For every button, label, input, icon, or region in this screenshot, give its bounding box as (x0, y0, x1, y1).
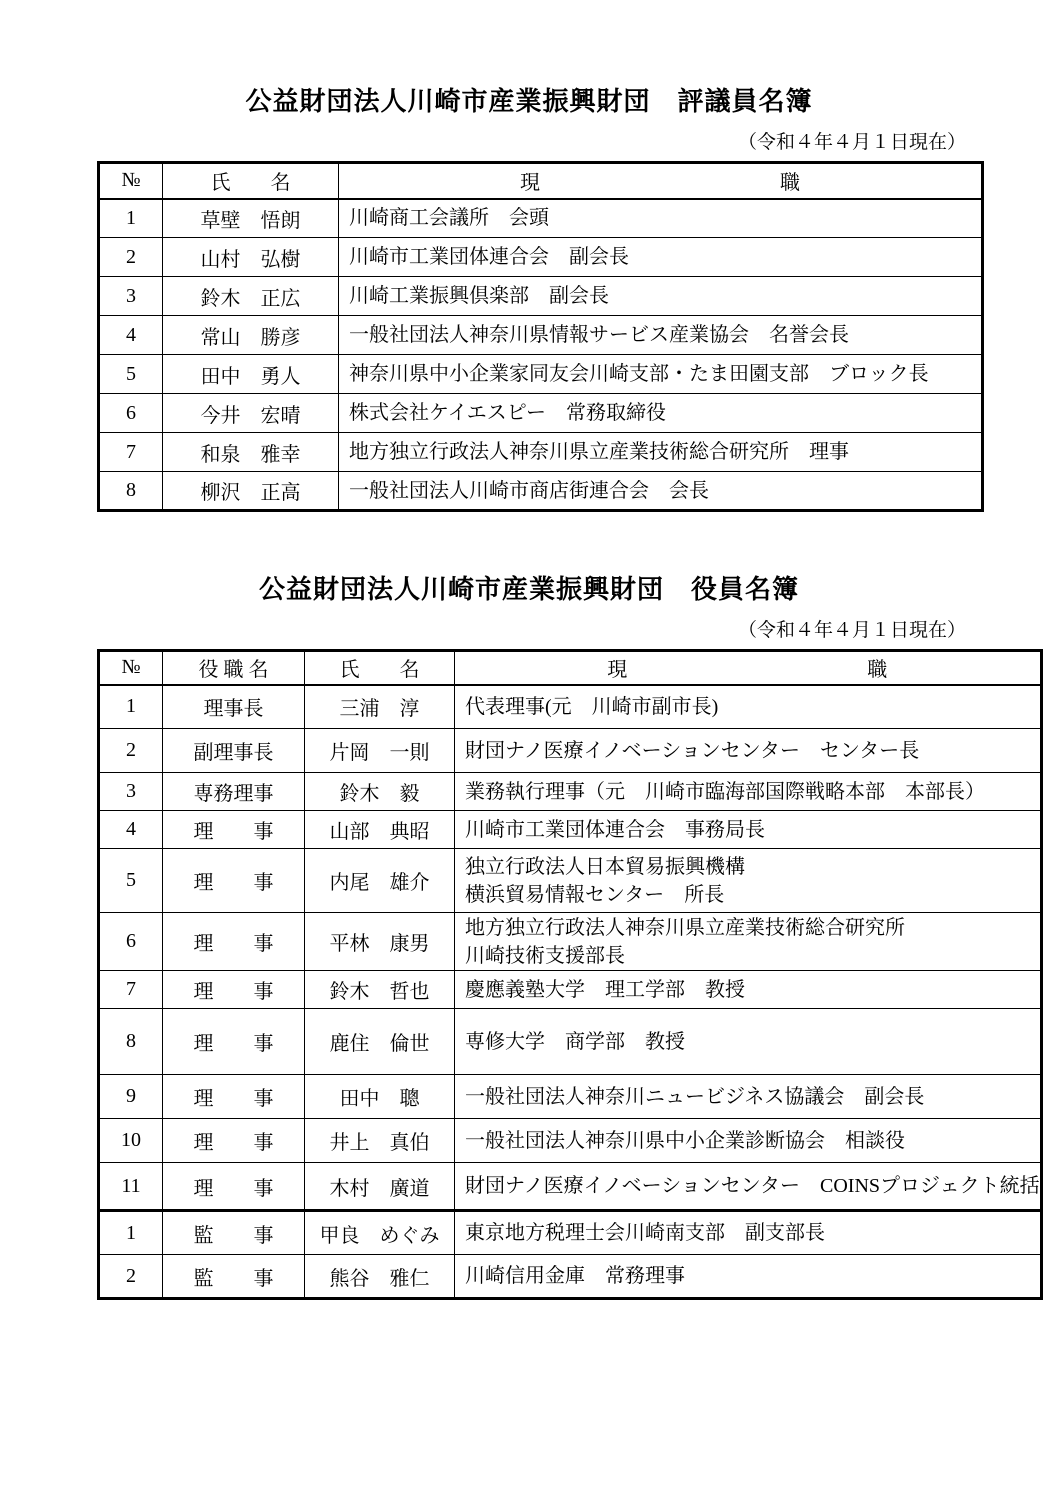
header-no: № (99, 163, 163, 199)
cell-position: 慶應義塾大学 理工学部 教授 (455, 971, 1042, 1009)
cell-position: 独立行政法人日本貿易振興機構 横浜貿易情報センター 所長 (455, 849, 1042, 913)
table-row (99, 1009, 1042, 1075)
councilors-date-note: （令和４年４月１日現在） (737, 132, 966, 153)
table-row (99, 773, 1042, 811)
cell-role: 理 事 (163, 1163, 305, 1211)
cell-no: 11 (99, 1163, 163, 1211)
councilors-title: 公益財団法人川崎市産業振興財団 評議員名簿 (245, 87, 813, 117)
header-position: 現 職 (339, 163, 983, 199)
officers-date-note: （令和４年４月１日現在） (737, 620, 966, 641)
header-position: 現 職 (455, 651, 1042, 685)
cell-name: 田中 勇人 (163, 355, 339, 394)
table-row (99, 1163, 1042, 1211)
cell-position: 財団ナノ医療イノベーションセンター センター長 (455, 729, 1042, 773)
table-row (99, 1075, 1042, 1119)
officers-title: 公益財団法人川崎市産業振興財団 役員名簿 (258, 575, 799, 605)
cell-name: 井上 真伯 (305, 1119, 455, 1163)
cell-no: 6 (99, 394, 163, 433)
cell-name: 熊谷 雅仁 (305, 1255, 455, 1299)
cell-name: 平林 康男 (305, 913, 455, 971)
cell-name: 常山 勝彦 (163, 316, 339, 355)
cell-role: 理事長 (163, 685, 305, 729)
cell-no: 8 (99, 472, 163, 511)
table-row (99, 433, 983, 472)
cell-name: 鹿住 倫世 (305, 1009, 455, 1075)
officers-table-body (99, 685, 1042, 1299)
cell-role: 専務理事 (163, 773, 305, 811)
cell-position: 地方独立行政法人神奈川県立産業技術総合研究所 理事 (339, 433, 983, 472)
cell-no: 6 (99, 913, 163, 971)
cell-position: 一般社団法人神奈川ニュービジネス協議会 副会長 (455, 1075, 1042, 1119)
councilors-header-row (99, 163, 983, 199)
cell-role: 理 事 (163, 1119, 305, 1163)
table-row (99, 1255, 1042, 1299)
cell-position: 業務執行理事（元 川崎市臨海部国際戦略本部 本部長） (455, 773, 1042, 811)
cell-position: 一般社団法人神奈川県情報サービス産業協会 名誉会長 (339, 316, 983, 355)
cell-position: 東京地方税理士会川崎南支部 副支部長 (455, 1211, 1042, 1255)
cell-name: 和泉 雅幸 (163, 433, 339, 472)
cell-no: 10 (99, 1119, 163, 1163)
table-row (99, 1119, 1042, 1163)
cell-position: 地方独立行政法人神奈川県立産業技術総合研究所 川崎技術支援部長 (455, 913, 1042, 971)
table-row (99, 355, 983, 394)
cell-name: 柳沢 正高 (163, 472, 339, 511)
cell-name: 甲良 めぐみ (305, 1211, 455, 1255)
councilors-table-body (99, 199, 983, 511)
cell-no: 3 (99, 773, 163, 811)
councilors-table (97, 161, 984, 512)
cell-no: 1 (99, 685, 163, 729)
cell-no: 4 (99, 811, 163, 849)
cell-name: 鈴木 正広 (163, 277, 339, 316)
table-row (99, 316, 983, 355)
officers-table (97, 649, 1043, 1300)
cell-role: 副理事長 (163, 729, 305, 773)
cell-no: 4 (99, 316, 163, 355)
table-row (99, 1211, 1042, 1255)
cell-no: 2 (99, 238, 163, 277)
table-row (99, 685, 1042, 729)
cell-position: 神奈川県中小企業家同友会川崎支部・たま田園支部 ブロック長 (339, 355, 983, 394)
cell-position: 財団ナノ医療イノベーションセンター COINSプロジェクト統括 (455, 1163, 1042, 1211)
cell-no: 5 (99, 849, 163, 913)
cell-no: 2 (99, 729, 163, 773)
cell-position: 川崎信用金庫 常務理事 (455, 1255, 1042, 1299)
cell-name: 草壁 悟朗 (163, 199, 339, 238)
cell-no: 5 (99, 355, 163, 394)
table-row (99, 472, 983, 511)
table-row (99, 277, 983, 316)
cell-position: 株式会社ケイエスピー 常務取締役 (339, 394, 983, 433)
cell-role: 理 事 (163, 811, 305, 849)
table-row (99, 199, 983, 238)
cell-name: 山部 典昭 (305, 811, 455, 849)
cell-no: 1 (99, 1211, 163, 1255)
cell-role: 理 事 (163, 971, 305, 1009)
cell-position: 川崎工業振興倶楽部 副会長 (339, 277, 983, 316)
officers-header-row (99, 651, 1042, 685)
cell-name: 田中 聰 (305, 1075, 455, 1119)
councilors-section (0, 86, 1058, 512)
cell-no: 9 (99, 1075, 163, 1119)
cell-position: 一般社団法人神奈川県中小企業診断協会 相談役 (455, 1119, 1042, 1163)
cell-position: 川崎市工業団体連合会 事務局長 (455, 811, 1042, 849)
table-row (99, 913, 1042, 971)
cell-name: 木村 廣道 (305, 1163, 455, 1211)
table-row (99, 729, 1042, 773)
cell-no: 8 (99, 1009, 163, 1075)
header-no: № (99, 651, 163, 685)
cell-name: 鈴木 毅 (305, 773, 455, 811)
cell-no: 7 (99, 971, 163, 1009)
cell-position: 川崎商工会議所 会頭 (339, 199, 983, 238)
cell-role: 理 事 (163, 1075, 305, 1119)
table-row (99, 849, 1042, 913)
cell-role: 理 事 (163, 849, 305, 913)
cell-role: 理 事 (163, 913, 305, 971)
header-name: 氏 名 (163, 163, 339, 199)
cell-no: 3 (99, 277, 163, 316)
cell-name: 鈴木 哲也 (305, 971, 455, 1009)
table-row (99, 394, 983, 433)
cell-position: 一般社団法人川崎市商店街連合会 会長 (339, 472, 983, 511)
header-role: 役 職 名 (163, 651, 305, 685)
cell-name: 山村 弘樹 (163, 238, 339, 277)
cell-position: 代表理事(元 川崎市副市長) (455, 685, 1042, 729)
cell-role: 監 事 (163, 1255, 305, 1299)
table-row (99, 238, 983, 277)
table-row (99, 811, 1042, 849)
cell-no: 7 (99, 433, 163, 472)
cell-position: 専修大学 商学部 教授 (455, 1009, 1042, 1075)
header-name: 氏 名 (305, 651, 455, 685)
cell-name: 片岡 一則 (305, 729, 455, 773)
cell-role: 監 事 (163, 1211, 305, 1255)
cell-no: 2 (99, 1255, 163, 1299)
cell-position: 川崎市工業団体連合会 副会長 (339, 238, 983, 277)
table-row (99, 971, 1042, 1009)
cell-role: 理 事 (163, 1009, 305, 1075)
cell-name: 今井 宏晴 (163, 394, 339, 433)
cell-name: 三浦 淳 (305, 685, 455, 729)
officers-section (0, 574, 1058, 1300)
cell-name: 内尾 雄介 (305, 849, 455, 913)
cell-no: 1 (99, 199, 163, 238)
